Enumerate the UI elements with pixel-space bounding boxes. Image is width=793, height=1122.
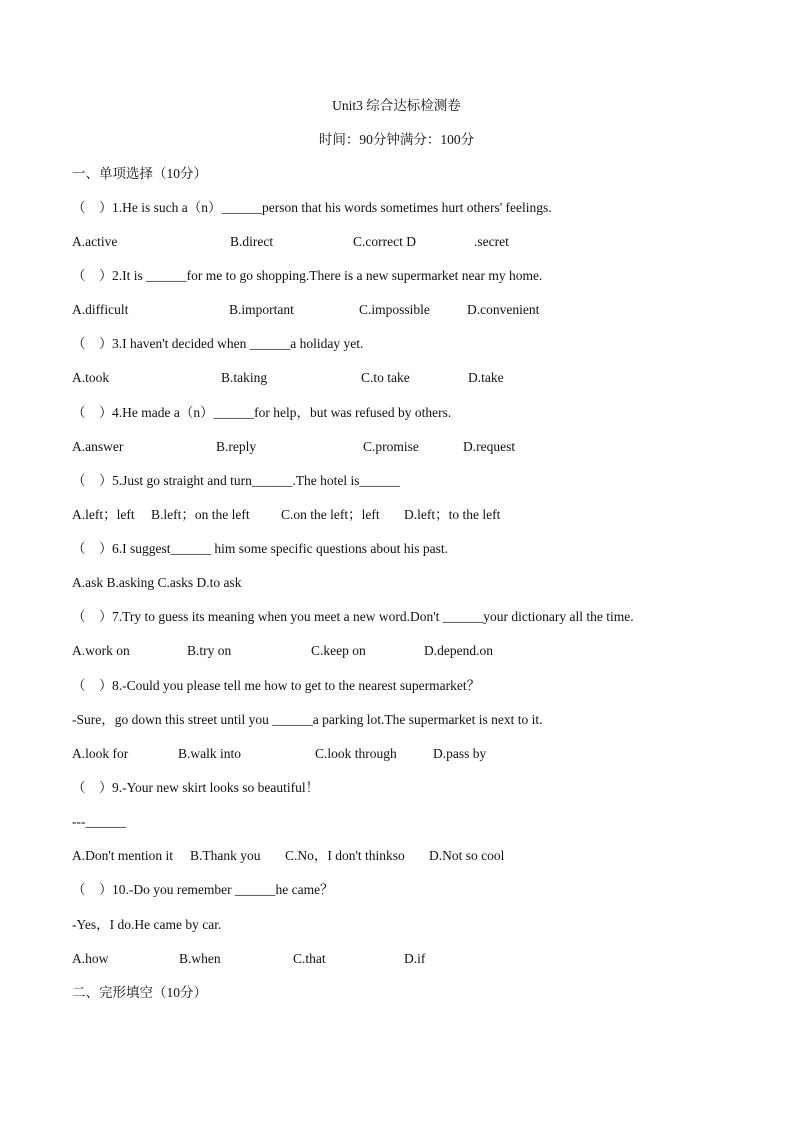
option-c: C.that	[293, 951, 326, 966]
question-stem: 1.He is such a（n）______person that his words sometimes hurt others' feelings.	[112, 200, 552, 215]
option-a: A.work on	[72, 643, 130, 658]
question-stem: 4.He made a（n）______for help，but was refused by others.	[112, 405, 452, 420]
question-3	[72, 335, 363, 353]
option-d: .secret	[474, 234, 509, 249]
option-c: C.correct D	[353, 234, 416, 249]
option-c: C.keep on	[311, 643, 366, 658]
option-a: A.active	[72, 234, 118, 249]
option-b: B.walk into	[178, 746, 241, 761]
question-stem: 10.-Do you remember ______he came？	[112, 882, 334, 897]
option-c: C.impossible	[359, 302, 430, 317]
answer-paren: （ ）	[72, 882, 113, 897]
option-d: D.left；to the left	[404, 507, 501, 522]
question-stem: 8.-Could you please tell me how to get to the nearest supermarket？	[112, 678, 481, 693]
answer-paren: （ ）	[72, 336, 113, 351]
option-d: D.request	[463, 439, 516, 454]
answer-paren: （ ）	[72, 268, 113, 283]
question-8	[72, 677, 480, 695]
question-stem: 9.-Your new skirt looks so beautiful！	[112, 780, 320, 795]
option-d: D.Not so cool	[429, 848, 505, 863]
dialogue-line: ---______	[72, 814, 126, 829]
question-stem: 7.Try to guess its meaning when you meet a new word.Don't ______your dictionary all the time.	[112, 609, 634, 624]
question-7	[72, 608, 634, 626]
question-stem: 3.I haven't decided when ______a holiday yet.	[112, 336, 364, 351]
question-10	[72, 881, 334, 899]
option-a: A.took	[72, 370, 110, 385]
option-a: A.look for	[72, 746, 129, 761]
option-a: A.Don't mention it	[72, 848, 174, 863]
option-b: B.try on	[187, 643, 232, 658]
answer-paren: （ ）	[72, 609, 113, 624]
option-a: A.how	[72, 951, 109, 966]
option-d: D.depend.on	[424, 643, 493, 658]
page-subtitle: 时间：90分钟满分：100分	[318, 132, 475, 147]
option-c: C.on the left；left	[281, 507, 380, 522]
answer-paren: （ ）	[72, 678, 113, 693]
option-b: B.when	[179, 951, 221, 966]
question-stem: 5.Just go straight and turn______.The hotel is______	[112, 473, 400, 488]
option-a: A.answer	[72, 439, 124, 454]
dialogue-line: -Sure，go down this street until you ______a parking lot.The supermarket is next to it.	[72, 712, 543, 727]
option-a: A.left；left	[72, 507, 135, 522]
option-b: B.reply	[216, 439, 257, 454]
question-stem: 6.I suggest______ him some specific questions about his past.	[112, 541, 448, 556]
question-6	[72, 540, 448, 558]
page-title: Unit3 综合达标检测卷	[332, 98, 461, 113]
option-d: D.convenient	[467, 302, 540, 317]
answer-paren: （ ）	[72, 405, 113, 420]
question-1	[72, 199, 552, 217]
answer-paren: （ ）	[72, 541, 113, 556]
option-b: B.important	[229, 302, 294, 317]
question-2	[72, 267, 542, 285]
option-c: C.No，I don't thinkso	[285, 848, 405, 863]
question-stem: 2.It is ______for me to go shopping.There is a new supermarket near my home.	[112, 268, 543, 283]
answer-paren: （ ）	[72, 780, 113, 795]
option-c: C.look through	[315, 746, 397, 761]
answer-paren: （ ）	[72, 200, 113, 215]
option-b: B.left；on the left	[151, 507, 250, 522]
dialogue-line: -Yes，I do.He came by car.	[72, 917, 222, 932]
question-9	[72, 779, 319, 797]
options-line: A.ask B.asking C.asks D.to ask	[72, 575, 242, 590]
option-d: D.take	[468, 370, 504, 385]
option-b: B.Thank you	[190, 848, 261, 863]
option-b: B.taking	[221, 370, 268, 385]
option-c: C.to take	[361, 370, 410, 385]
answer-paren: （ ）	[72, 473, 113, 488]
option-c: C.promise	[363, 439, 419, 454]
section-heading-1: 一、单项选择（10分）	[72, 166, 207, 181]
option-d: D.pass by	[433, 746, 487, 761]
section-heading-2: 二、完形填空（10分）	[72, 985, 207, 1000]
option-d: D.if	[404, 951, 426, 966]
question-4	[72, 404, 451, 422]
option-a: A.difficult	[72, 302, 129, 317]
option-b: B.direct	[230, 234, 274, 249]
question-5	[72, 472, 400, 490]
